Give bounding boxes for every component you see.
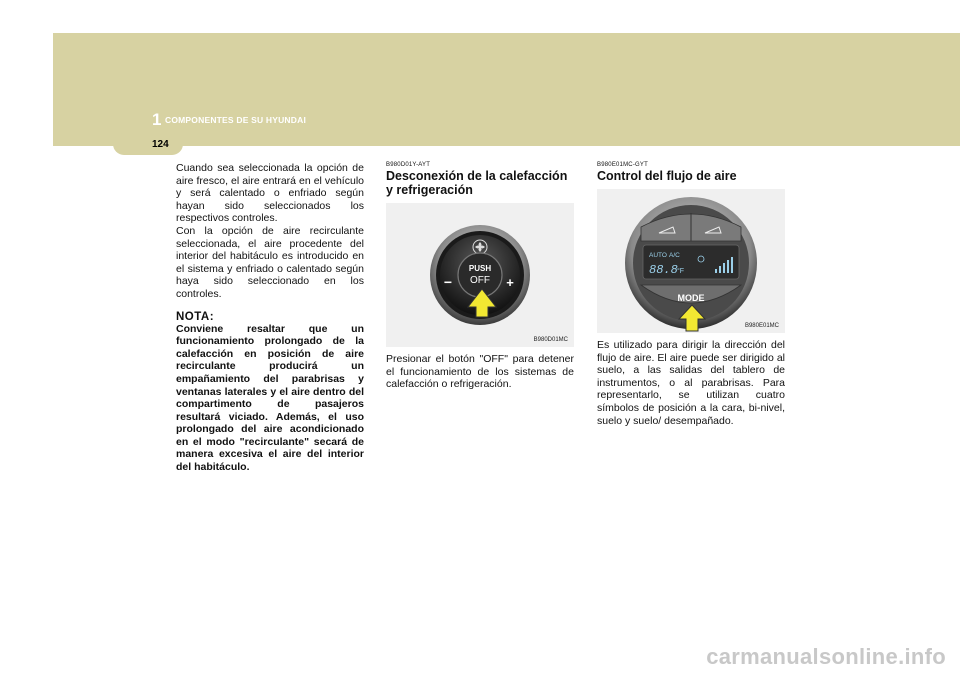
off-label: OFF	[470, 275, 490, 286]
note-heading: NOTA:	[176, 310, 215, 323]
watermark: carmanualsonline.info	[706, 644, 946, 669]
off-paragraph: Presionar el botón "OFF" para detener el funcionamiento de los sistemas de calefacción o refrigeración.	[386, 353, 574, 391]
fresh-air-paragraph: Cuando sea seleccionada la opción de aire fresco, el aire entrará en el vehículo y será calentado o enfriado según hayan sido seleccionados los respectivos controles.	[176, 162, 364, 225]
column-left	[176, 162, 364, 474]
off-knob-illustration	[386, 203, 574, 347]
display-ac: A/C	[669, 252, 680, 259]
mode-control-illustration	[597, 189, 785, 333]
section-heading: Desconexión de la calefacción y refrigeración	[386, 169, 568, 197]
figure-code: B980E01MC	[744, 323, 779, 329]
section-code: B980E01MC-GYT	[597, 162, 648, 168]
minus-label: −	[443, 274, 453, 290]
page-number-tab	[113, 133, 183, 155]
display-temp: 88.8	[649, 263, 678, 277]
note-text: Conviene resaltar que un funcionamiento prolongado de la calefacción en posición de aire recirculante producirá un empañamiento del parabrisas y ventanas laterales y el aire dentro del compartimento de pasajeros resultará viciado. Además, el uso prolongado del aire acondicionado en el modo "recirculante" secará de manera excesiva el aire del interior del habitáculo.	[176, 322, 364, 474]
display-auto: AUTO	[649, 252, 667, 259]
section-code: B980D01Y-AYT	[386, 162, 431, 168]
recirculate-paragraph: Con la opción de aire recirculante seleccionada, el aire procedente del interior del habitáculo es introducido en el sistema y enfriado o calentado según haya sido seleccionado en los controles.	[176, 224, 364, 300]
fan-icon	[473, 240, 487, 254]
figure-code: B980D01MC	[533, 337, 568, 343]
mode-button-figure	[597, 189, 785, 333]
push-label: PUSH	[468, 264, 492, 273]
column-middle	[386, 162, 574, 391]
off-button-figure	[386, 203, 574, 347]
section-heading: Control del flujo de aire	[597, 169, 737, 183]
plus-label: +	[506, 275, 514, 290]
page-number: 124	[152, 139, 169, 150]
display-unit: °F	[677, 268, 685, 275]
header-band	[53, 33, 960, 146]
chapter-title: COMPONENTES DE SU HYUNDAI	[165, 115, 307, 125]
chapter-number: 1	[152, 110, 162, 129]
column-right	[597, 162, 785, 427]
airflow-paragraph: Es utilizado para dirigir la dirección del flujo de aire. El aire puede ser dirigido al suelo, a las salidas del tablero de instrumentos, o al parabrisas. Para representarlo, se utilizan cuatro símbolos de posición a la cara, bi-nivel, suelo y suelo/ desempañado.	[597, 339, 785, 427]
mode-label: MODE	[677, 293, 705, 303]
